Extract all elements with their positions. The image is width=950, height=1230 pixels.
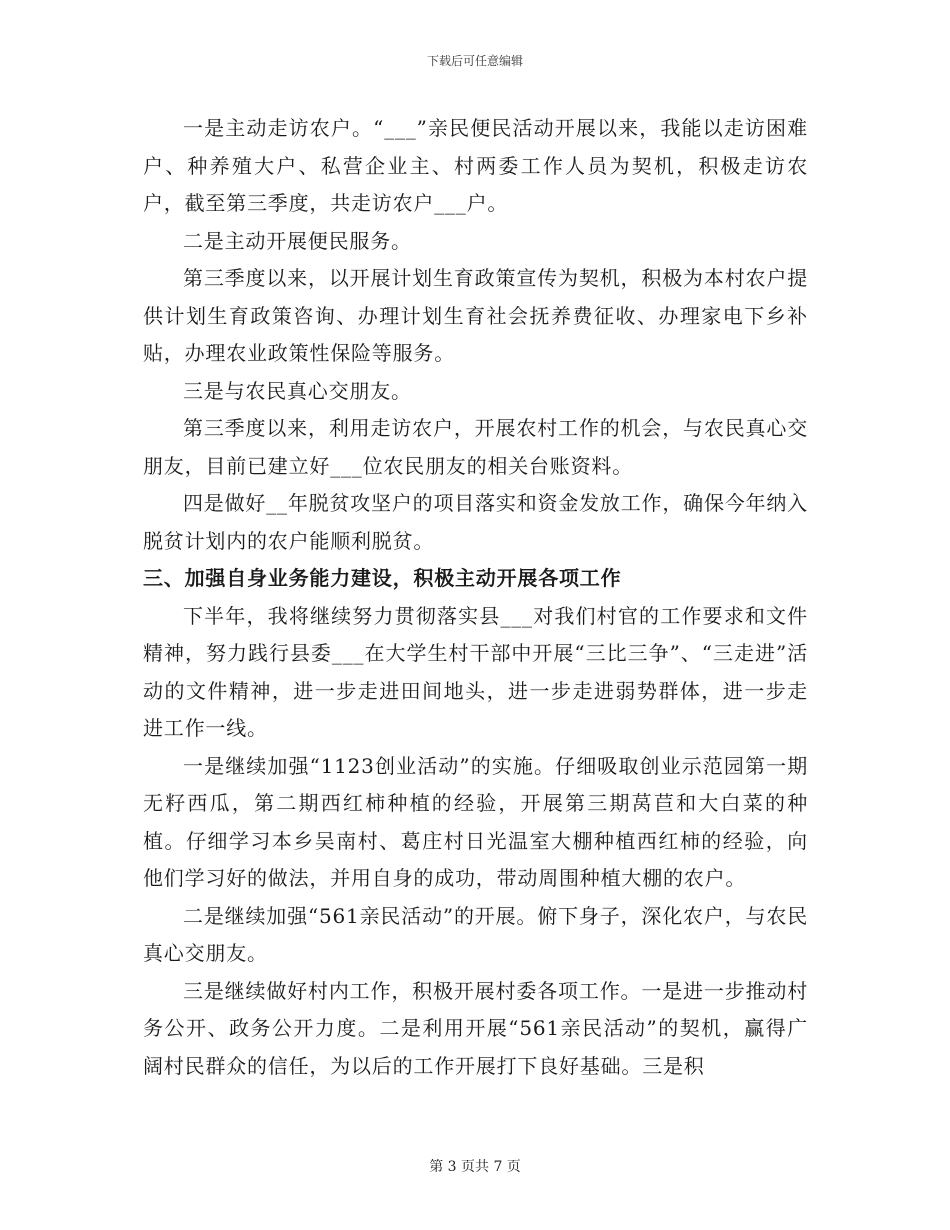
paragraph: 第三季度以来，以开展计划生育政策宣传为契机，积极为本村农户提供计划生育政策咨询、办理计划生育社会抚养费征收、办理家电下乡补贴，办理农业政策性保险等服务。 <box>143 266 808 365</box>
paragraph: 三是与农民真心交朋友。 <box>183 378 412 403</box>
page-number-footer: 第 3 页共 7 页 <box>429 1159 521 1175</box>
document-body <box>143 110 808 1085</box>
section-heading: 三、加强自身业务能力建设，积极主动开展各项工作 <box>143 566 622 590</box>
paragraph: 下半年，我将继续努力贯彻落实县___对我们村官的工作要求和文件精神，努力践行县委___在大学生村干部中开展“三比三争”、“三走进”活动的文件精神，进一步走进田间地头，进一步走进弱势群体，进一步走进工作一线。 <box>143 603 808 740</box>
paragraph: 第三季度以来，利用走访农户，开展农村工作的机会，与农民真心交朋友，目前已建立好___位农民朋友的相关台账资料。 <box>143 416 808 478</box>
paragraph: 二是继续加强“561亲民活动”的开展。俯下身子，深化农户，与农民真心交朋友。 <box>143 903 808 965</box>
paragraph: 一是继续加强“1123创业活动”的实施。仔细吸取创业示范园第一期无籽西瓜，第二期西红柿种植的经验，开展第三期莴苣和大白菜的种植。仔细学习本乡吴南村、葛庄村日光温室大棚种植西红柿的经验，向他们学习好的做法，并用自身的成功，带动周围种植大棚的农户。 <box>143 753 808 890</box>
paragraph: 二是主动开展便民服务。 <box>183 228 412 253</box>
paragraph: 一是主动走访农户。“___”亲民便民活动开展以来，我能以走访困难户、种养殖大户、私营企业主、村两委工作人员为契机，积极走访农户，截至第三季度，共走访农户___户。 <box>143 116 808 215</box>
paragraph: 四是做好__年脱贫攻坚户的项目落实和资金发放工作，确保今年纳入脱贫计划内的农户能顺利脱贫。 <box>143 491 808 553</box>
paragraph: 三是继续做好村内工作，积极开展村委各项工作。一是进一步推动村务公开、政务公开力度。二是利用开展“561亲民活动”的契机，赢得广阔村民群众的信任，为以后的工作开展打下良好基础。三是积 <box>143 978 808 1078</box>
header-note: 下载后可任意编辑 <box>426 54 523 68</box>
